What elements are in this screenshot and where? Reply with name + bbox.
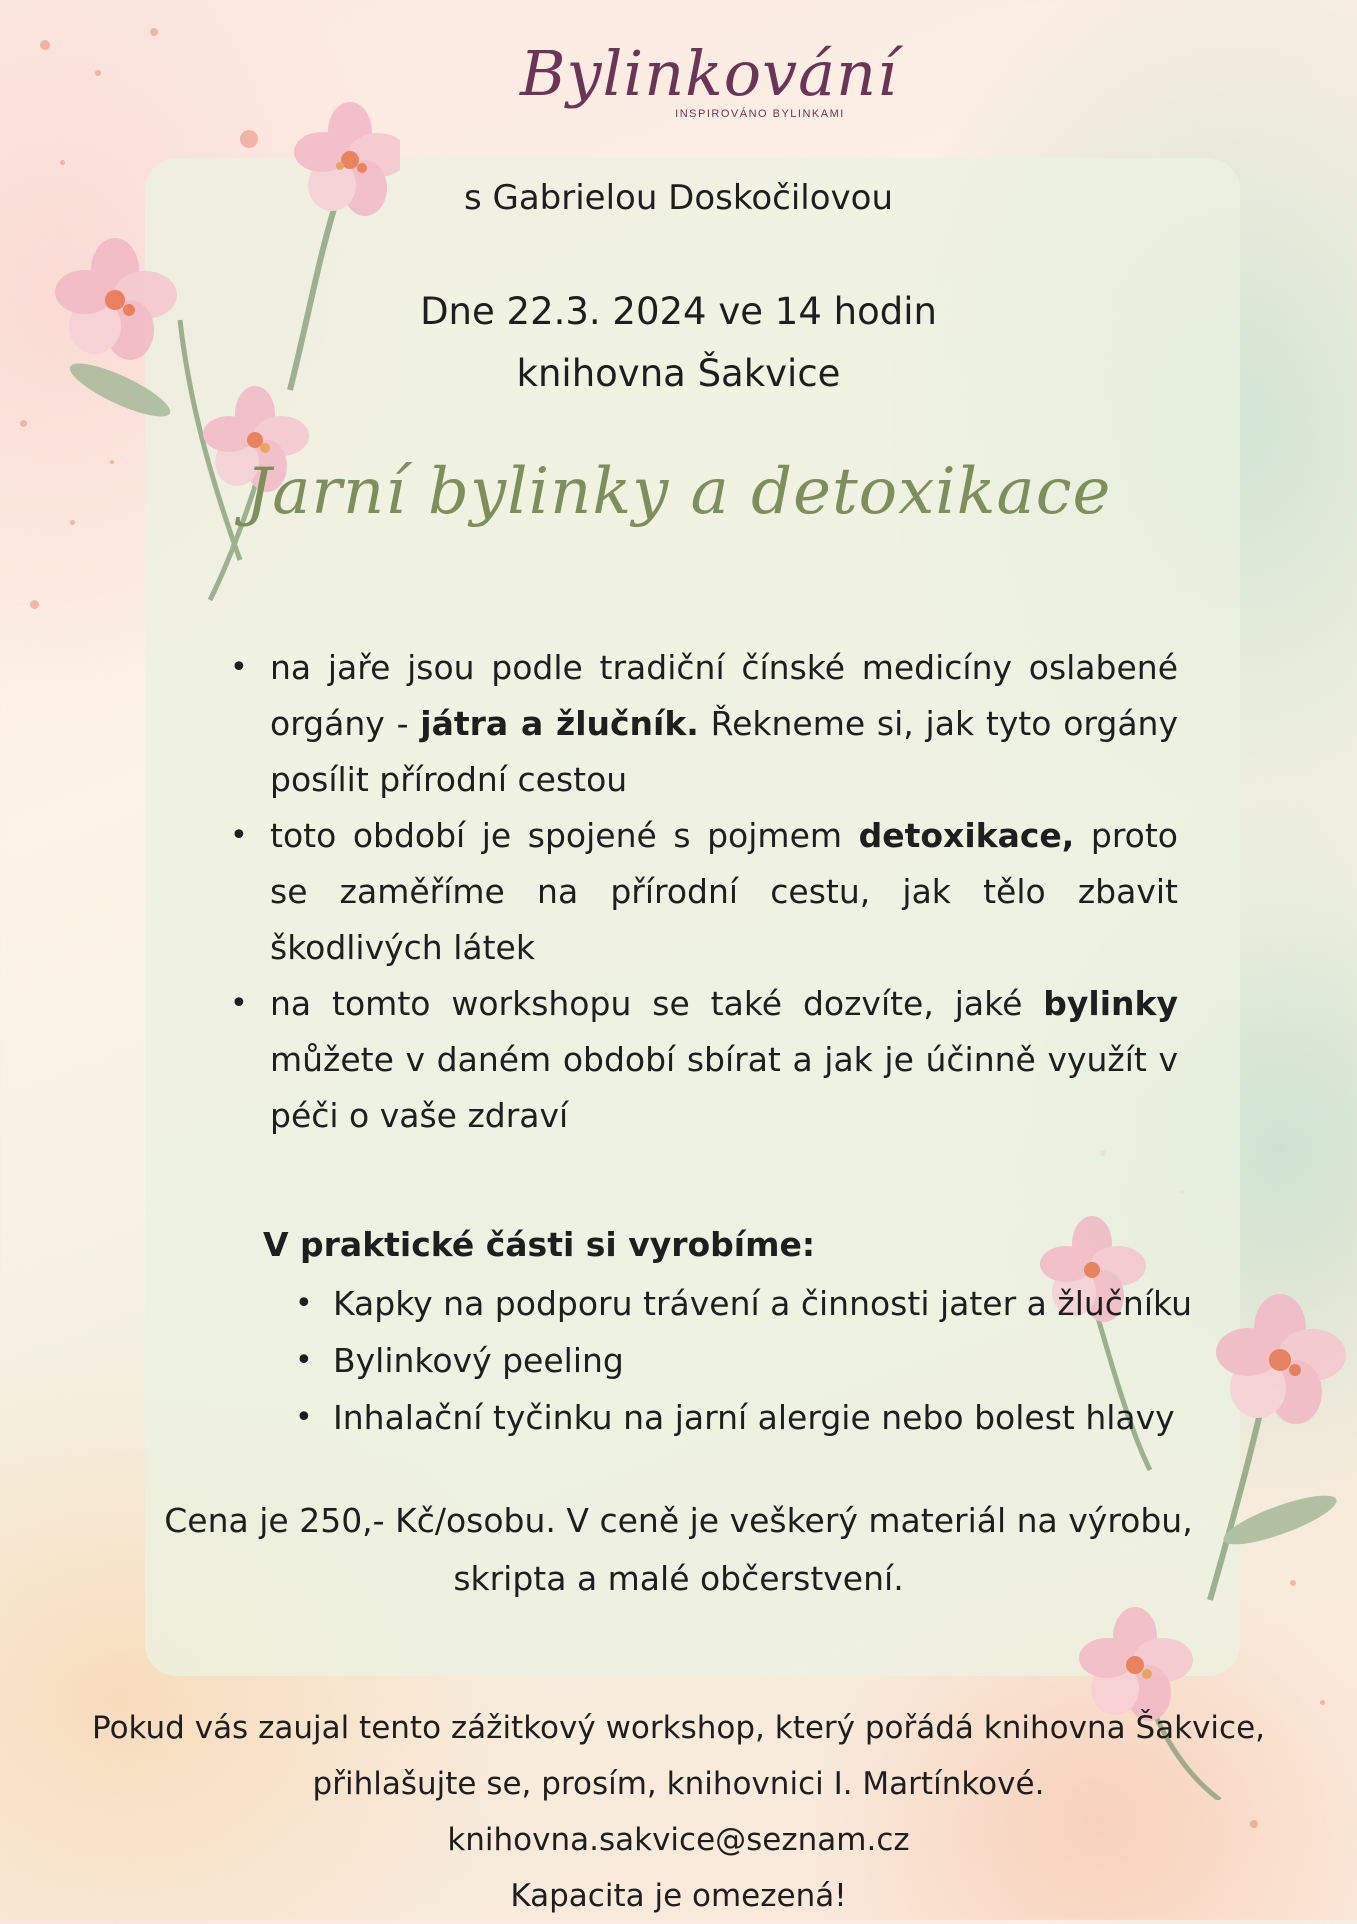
watercolor-flower-icon xyxy=(40,90,400,610)
practical-list xyxy=(295,1275,1235,1446)
footer-text: přihlašujte se, prosím, knihovnici I. Martínkové. xyxy=(312,1766,1045,1802)
list-item: • na jaře jsou podle tradiční čínské medicíny oslabené orgány - játra a žlučník. Řekneme si, jak tyto orgány posílit přírodní cestou xyxy=(230,640,1178,808)
event-date: Dne 22.3. 2024 ve 14 hodin xyxy=(420,290,937,333)
price-info xyxy=(0,1492,1357,1608)
page-title: Jarní bylinky a detoxikace xyxy=(245,455,1112,529)
list-item: • Bylinkový peeling xyxy=(295,1332,1235,1389)
list-item: • na tomto workshopu se také dozvíte, jaké bylinky můžete v daném období sbírat a jak je účinně využít v péči o vaše zdraví xyxy=(230,976,1178,1144)
practical-heading: V praktické části si vyrobíme: xyxy=(263,1225,816,1264)
contact-email[interactable]: knihovna.sakvice@seznam.cz xyxy=(447,1822,910,1858)
footer-text: Pokud vás zaujal tento zážitkový workshop, který pořádá knihovna Šakvice, xyxy=(91,1710,1266,1746)
event-place: knihovna Šakvice xyxy=(516,352,841,395)
logo-tagline: INSPIROVÁNO BYLINKAMI xyxy=(675,108,845,121)
list-item: • Kapky na podporu trávení a činnosti jater a žlučníku xyxy=(295,1275,1235,1332)
price-line: Cena je 250,- Kč/osobu. V ceně je veškerý materiál na výrobu, xyxy=(164,1501,1193,1540)
list-item: • toto období je spojené s pojmem detoxikace, proto se zaměříme na přírodní cestu, jak tělo zbavit škodlivých látek xyxy=(230,808,1178,976)
host-name: s Gabrielou Doskočilovou xyxy=(463,178,894,218)
capacity-note: Kapacita je omezená! xyxy=(510,1878,847,1914)
price-line: skripta a malé občerstvení. xyxy=(453,1559,904,1598)
footer xyxy=(0,1700,1357,1924)
logo xyxy=(520,37,898,121)
list-item: • Inhalační tyčinku na jarní alergie nebo bolest hlavy xyxy=(295,1389,1235,1446)
logo-wordmark: Bylinkování xyxy=(520,37,898,110)
topic-list xyxy=(230,640,1178,1144)
